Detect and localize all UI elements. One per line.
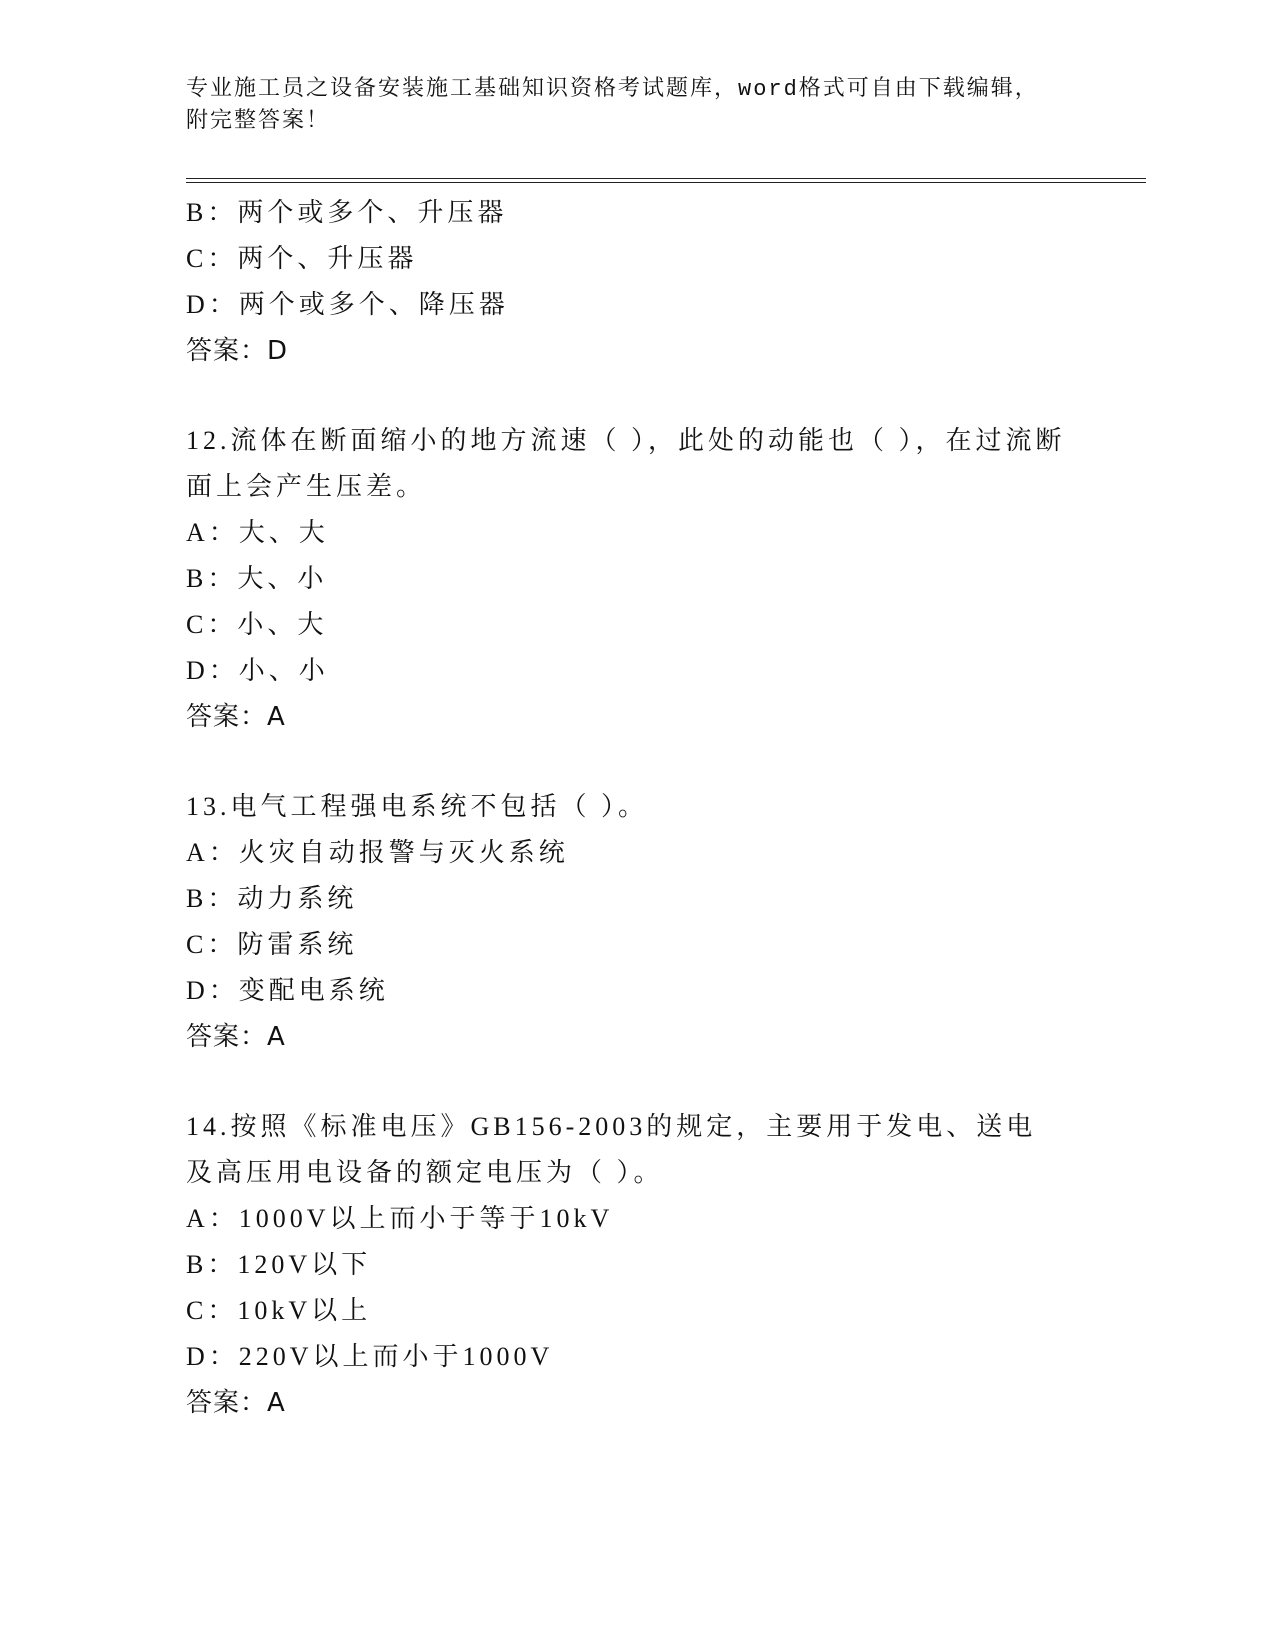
- prev-question-block: [186, 190, 1086, 374]
- option-d: D：变配电系统: [186, 976, 389, 1005]
- question-14-block: [186, 1104, 1086, 1426]
- header-divider-top: [186, 178, 1146, 179]
- question-content: [186, 190, 1086, 1426]
- option-d: D：220V以上而小于1000V: [186, 1342, 554, 1371]
- header-line-2: 附完整答案！: [186, 109, 331, 134]
- document-header: [186, 74, 1086, 138]
- option-b: B：120V以下: [186, 1250, 372, 1279]
- option-b: B：大、小: [186, 564, 328, 593]
- answer-line: 答案：A: [186, 1388, 286, 1418]
- option-a: A：1000V以上而小于等于10kV: [186, 1204, 614, 1233]
- question-14-text: 14.按照《标准电压》GB156-2003的规定，主要用于发电、送电及高压用电设备的额定电压为（ ）。: [186, 1112, 1037, 1187]
- option-c: C：10kV以上: [186, 1296, 372, 1325]
- option-c: C：两个、升压器: [186, 244, 418, 273]
- option-b: B：两个或多个、升压器: [186, 198, 508, 227]
- answer-line: 答案：A: [186, 1022, 286, 1052]
- option-d: D：两个或多个、降压器: [186, 290, 509, 319]
- question-13-block: [186, 784, 1086, 1060]
- option-c: C：小、大: [186, 610, 328, 639]
- spacer: [186, 1060, 1086, 1104]
- header-line-1: 专业施工员之设备安装施工基础知识资格考试题库，word格式可自由下载编辑，: [186, 77, 1039, 102]
- answer-line: 答案：A: [186, 702, 286, 732]
- spacer: [186, 374, 1086, 418]
- option-c: C：防雷系统: [186, 930, 358, 959]
- question-12-block: [186, 418, 1086, 740]
- option-b: B：动力系统: [186, 884, 358, 913]
- question-13-text: 13.电气工程强电系统不包括（ ）。: [186, 792, 649, 821]
- question-12-text: 12.流体在断面缩小的地方流速（ ），此处的动能也（ ），在过流断面上会产生压差。: [186, 426, 1066, 501]
- answer-line: 答案：D: [186, 336, 289, 366]
- header-divider-bottom: [186, 182, 1146, 183]
- option-d: D：小、小: [186, 656, 329, 685]
- option-a: A：火灾自动报警与灭火系统: [186, 838, 569, 867]
- spacer: [186, 740, 1086, 784]
- option-a: A：大、大: [186, 518, 329, 547]
